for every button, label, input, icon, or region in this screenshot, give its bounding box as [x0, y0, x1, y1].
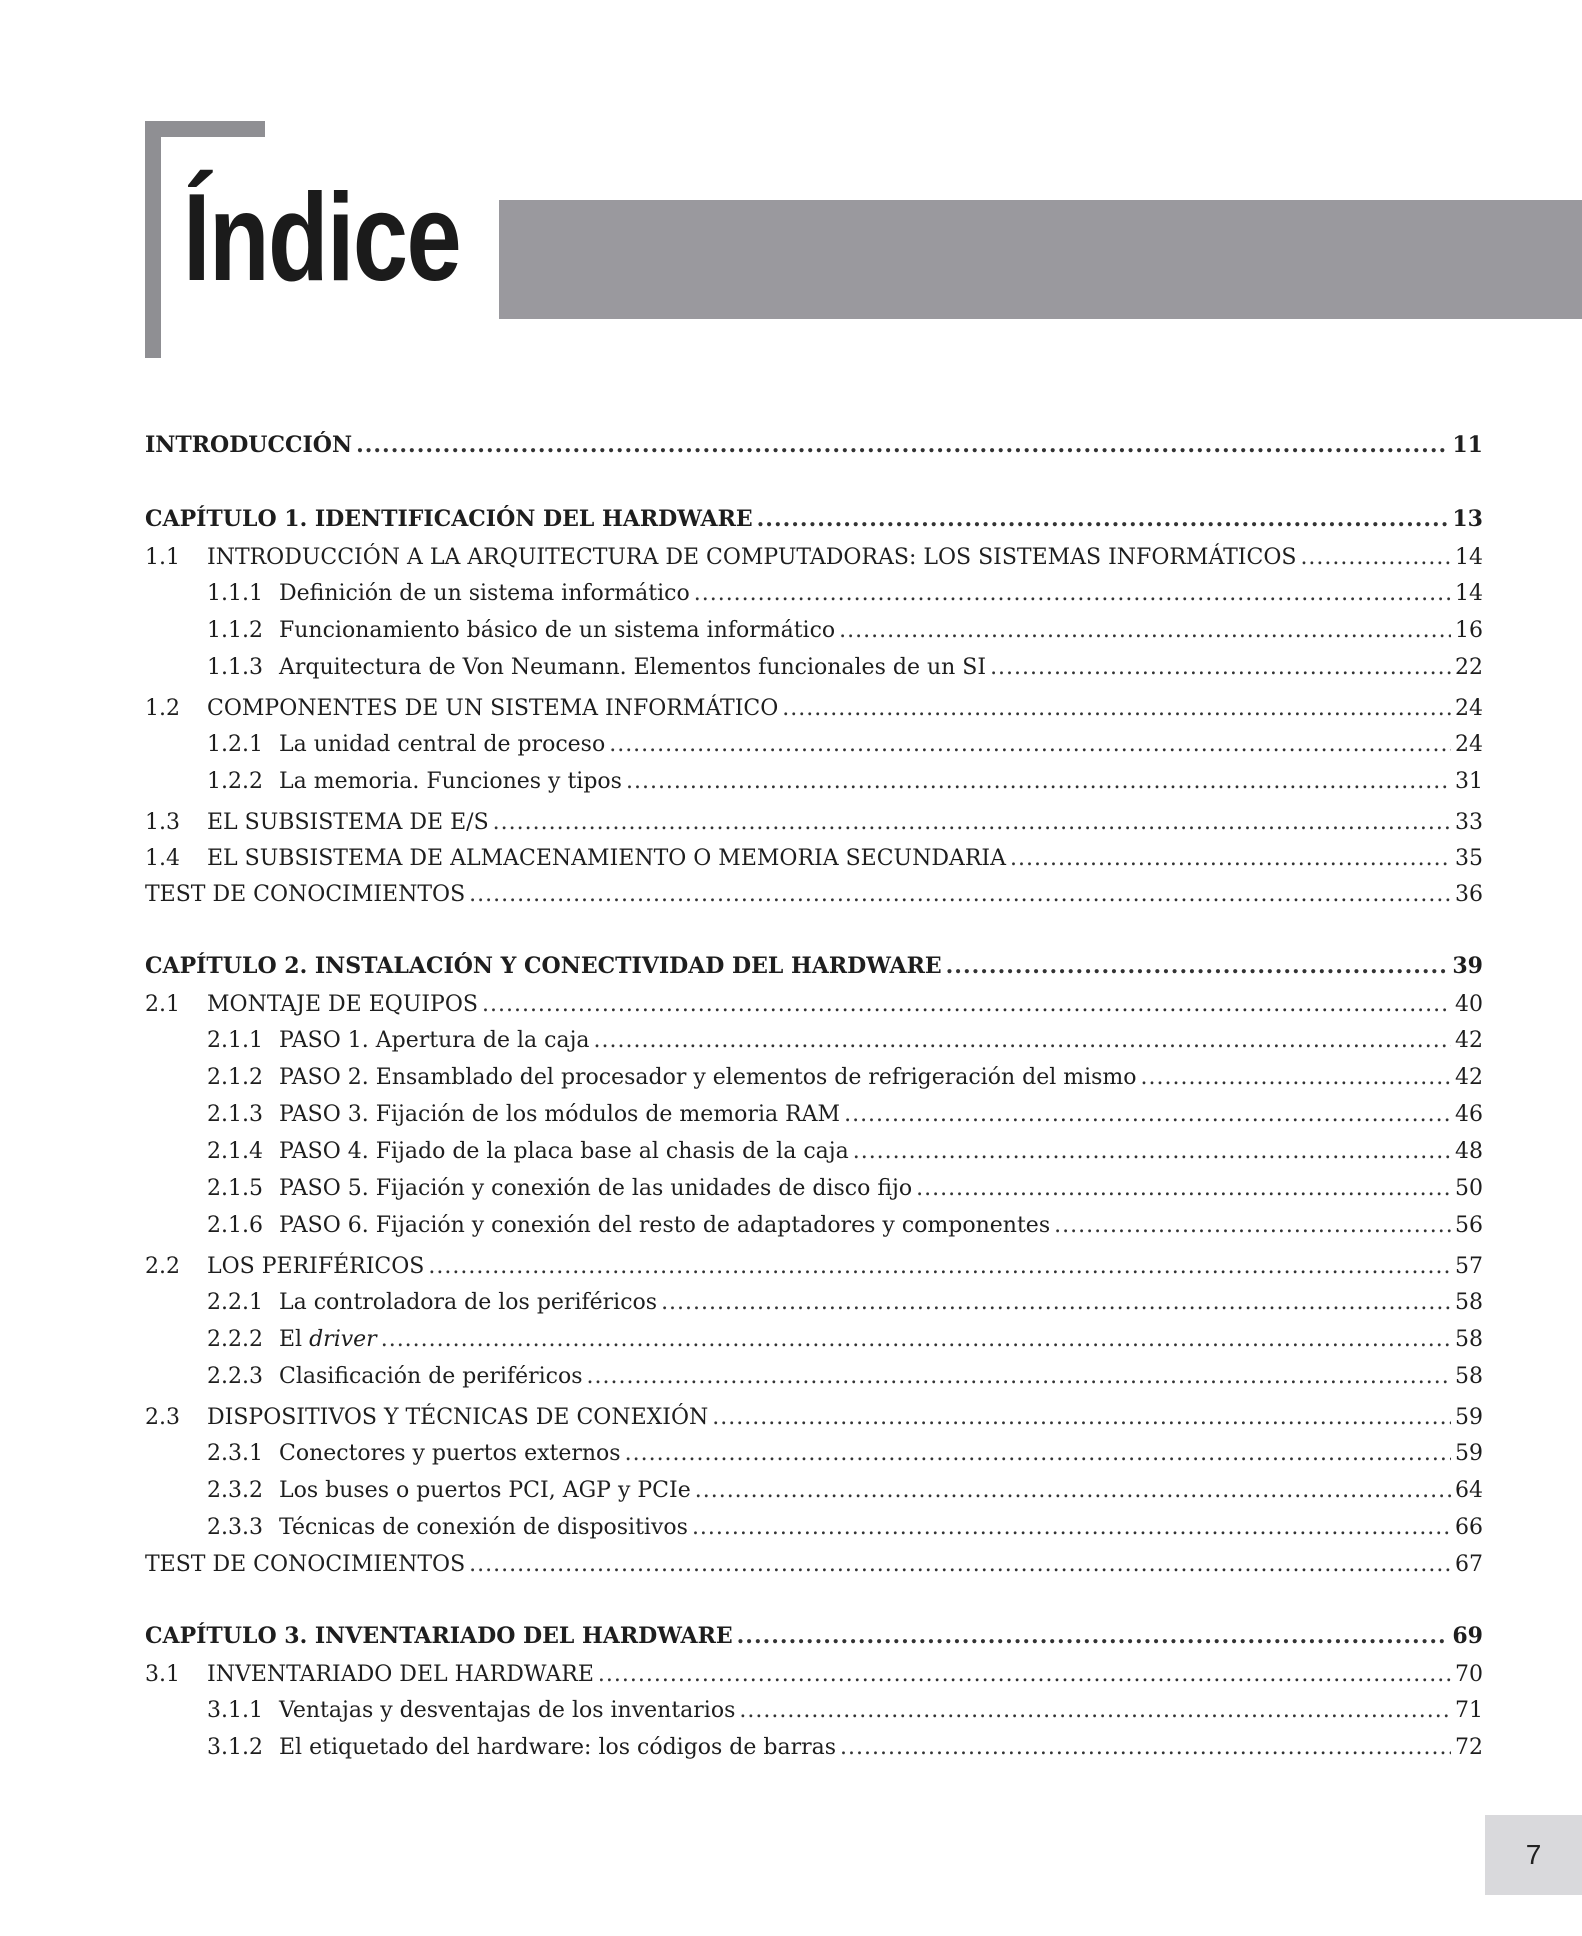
title-band — [499, 200, 1582, 319]
toc-entry-label-prefix: El — [279, 1327, 310, 1352]
toc-entry-number: 3.1.1 — [207, 1698, 263, 1723]
toc-entry-label: El etiquetado del hardware: los códigos de barras — [279, 1735, 837, 1760]
toc-section-entry[interactable] — [145, 539, 1483, 575]
dot-leader — [482, 986, 1451, 1023]
toc-entry-label: EL SUBSISTEMA DE ALMACENAMIENTO O MEMORIA SECUNDARIA — [207, 846, 1007, 871]
toc-entry-number: 1.1 — [145, 545, 180, 570]
toc-entry-label: CAPÍTULO 1. IDENTIFICACIÓN DEL HARDWARE — [145, 506, 753, 532]
toc-entry-page: 58 — [1455, 1327, 1483, 1352]
toc-subsection-entry[interactable] — [145, 1133, 1483, 1170]
toc-subsection-entry[interactable] — [145, 649, 1483, 686]
toc-entry-label: TEST DE CONOCIMIENTOS — [145, 1552, 466, 1577]
toc-section-entry[interactable] — [145, 986, 1483, 1022]
toc-entry-label: TEST DE CONOCIMIENTOS — [145, 882, 466, 907]
toc-entry-label: La controladora de los periféricos — [279, 1290, 658, 1315]
dot-leader — [469, 1546, 1451, 1583]
toc-entry-number: 2.1.4 — [207, 1139, 263, 1164]
page-number: 7 — [1485, 1815, 1582, 1895]
toc-subsection-entry[interactable] — [145, 763, 1483, 800]
dot-leader — [598, 1656, 1451, 1693]
toc-entry-number: 1.2.2 — [207, 769, 263, 794]
toc-entry-page: 42 — [1455, 1028, 1483, 1053]
toc-entry-label: PASO 4. Fijado de la placa base al chasis de la caja — [279, 1139, 849, 1164]
toc-entry-page: 70 — [1455, 1662, 1483, 1687]
toc-chapter-entry[interactable] — [145, 948, 1483, 986]
toc-subsection-entry[interactable] — [145, 1472, 1483, 1509]
toc-section-entry[interactable] — [145, 1399, 1483, 1435]
toc-entry-page: 50 — [1455, 1176, 1483, 1201]
toc-entry-label: EL SUBSISTEMA DE E/S — [207, 810, 489, 835]
toc-entry-label-italic: driver — [309, 1327, 377, 1352]
toc-entry-label: PASO 3. Fijación de los módulos de memoria RAM — [279, 1102, 841, 1127]
toc-chapter-entry[interactable] — [145, 501, 1483, 539]
toc-subsection-entry[interactable] — [145, 1321, 1483, 1358]
dot-leader — [694, 575, 1451, 612]
toc-subsection-entry[interactable] — [145, 1170, 1483, 1207]
toc-entry-number: 2.1.1 — [207, 1028, 263, 1053]
toc-entry-label: PASO 2. Ensamblado del procesador y elementos de refrigeración del mismo — [279, 1065, 1137, 1090]
toc-entry-number: 3.1.2 — [207, 1735, 263, 1760]
toc-subsection-entry[interactable] — [145, 1358, 1483, 1395]
dot-leader — [840, 1729, 1451, 1766]
dot-leader — [990, 649, 1451, 686]
toc-entry-page: 59 — [1455, 1405, 1483, 1430]
toc-entry-label — [279, 1321, 377, 1358]
dot-leader — [1141, 1059, 1451, 1096]
toc-subsection-entry[interactable] — [145, 1509, 1483, 1546]
toc-entry-page: 58 — [1455, 1364, 1483, 1389]
toc-entry-page: 46 — [1455, 1102, 1483, 1127]
toc-entry-page: 13 — [1452, 506, 1483, 532]
dot-leader — [737, 1618, 1449, 1655]
toc-entry-label: Arquitectura de Von Neumann. Elementos funcionales de un SI — [279, 655, 987, 680]
toc-entry-number: 1.2.1 — [207, 732, 263, 757]
table-of-contents — [145, 427, 1483, 1766]
toc-entry-page: 71 — [1455, 1698, 1483, 1723]
dot-leader — [469, 876, 1451, 913]
toc-subsection-entry[interactable] — [145, 1692, 1483, 1729]
toc-entry-page: 33 — [1455, 810, 1483, 835]
toc-entry-number: 1.1.2 — [207, 618, 263, 643]
toc-subsection-entry[interactable] — [145, 612, 1483, 649]
toc-subsection-entry[interactable] — [145, 1059, 1483, 1096]
toc-entry-page: 57 — [1455, 1254, 1483, 1279]
toc-entry-number: 2.2.2 — [207, 1327, 263, 1352]
toc-entry-page: 39 — [1452, 953, 1483, 979]
toc-entry-label: INTRODUCCIÓN A LA ARQUITECTURA DE COMPUTADORAS: LOS SISTEMAS INFORMÁTICOS — [207, 545, 1297, 570]
toc-entry-number: 2.1.5 — [207, 1176, 263, 1201]
page-title: Índice — [183, 169, 461, 307]
toc-entry-page: 48 — [1455, 1139, 1483, 1164]
toc-entry-page: 11 — [1452, 432, 1483, 458]
toc-section-entry[interactable] — [145, 690, 1483, 726]
dot-leader — [1300, 539, 1451, 576]
toc-section-entry[interactable] — [145, 1248, 1483, 1284]
toc-entry-number: 2.2.3 — [207, 1364, 263, 1389]
toc-entry-label: Técnicas de conexión de dispositivos — [279, 1515, 688, 1540]
toc-entry-page: 64 — [1455, 1478, 1483, 1503]
dot-leader — [428, 1248, 1451, 1285]
toc-entry-label: Clasificación de periféricos — [279, 1364, 583, 1389]
toc-entry-page: 59 — [1455, 1441, 1483, 1466]
dot-leader — [661, 1284, 1451, 1321]
dot-leader — [853, 1133, 1451, 1170]
dot-leader — [695, 1472, 1451, 1509]
toc-entry-number: 2.1.2 — [207, 1065, 263, 1090]
toc-entry-label: La memoria. Funciones y tipos — [279, 769, 622, 794]
dot-leader — [356, 427, 1448, 464]
dot-leader — [739, 1692, 1451, 1729]
dot-leader — [1054, 1207, 1451, 1244]
toc-subsection-entry[interactable] — [145, 1435, 1483, 1472]
toc-entry-page: 35 — [1455, 846, 1483, 871]
dot-leader — [625, 1435, 1451, 1472]
toc-entry-page: 14 — [1455, 545, 1483, 570]
toc-entry-page: 40 — [1455, 992, 1483, 1017]
toc-entry-page: 66 — [1455, 1515, 1483, 1540]
toc-entry-label: MONTAJE DE EQUIPOS — [207, 992, 478, 1017]
dot-leader — [844, 1096, 1451, 1133]
toc-entry-page: 67 — [1455, 1552, 1483, 1577]
toc-entry-number: 1.1.1 — [207, 581, 263, 606]
dot-leader — [493, 804, 1451, 841]
toc-test-entry[interactable] — [145, 1546, 1483, 1582]
dot-leader — [587, 1358, 1451, 1395]
toc-entry-number: 1.2 — [145, 696, 180, 721]
toc-entry-label: La unidad central de proceso — [279, 732, 606, 757]
dot-leader — [916, 1170, 1451, 1207]
dot-leader — [692, 1509, 1451, 1546]
toc-entry-number: 1.4 — [145, 846, 180, 871]
toc-entry-number: 3.1 — [145, 1662, 180, 1687]
dot-leader — [381, 1321, 1451, 1358]
dot-leader — [946, 948, 1449, 985]
toc-chapter-entry[interactable] — [145, 1618, 1483, 1656]
toc-entry-label: Conectores y puertos externos — [279, 1441, 621, 1466]
toc-subsection-entry[interactable] — [145, 726, 1483, 763]
dot-leader — [594, 1022, 1451, 1059]
toc-entry-label: PASO 5. Fijación y conexión de las unidades de disco fijo — [279, 1176, 913, 1201]
toc-entry-number: 2.3.1 — [207, 1441, 263, 1466]
toc-section-entry[interactable] — [145, 840, 1483, 876]
toc-entry-page: 14 — [1455, 581, 1483, 606]
toc-subsection-entry[interactable] — [145, 1729, 1483, 1766]
toc-entry-page: 16 — [1455, 618, 1483, 643]
toc-section-entry[interactable] — [145, 804, 1483, 840]
toc-entry-label: LOS PERIFÉRICOS — [207, 1254, 425, 1279]
toc-entry-page: 36 — [1455, 882, 1483, 907]
toc-entry-number: 2.2.1 — [207, 1290, 263, 1315]
dot-leader — [1010, 840, 1451, 877]
toc-entry-label: PASO 1. Apertura de la caja — [279, 1028, 590, 1053]
toc-entry-page: 58 — [1455, 1290, 1483, 1315]
toc-entry-number: 2.2 — [145, 1254, 180, 1279]
toc-entry-number: 2.3.2 — [207, 1478, 263, 1503]
dot-leader — [782, 690, 1451, 727]
toc-entry-label: Ventajas y desventajas de los inventarios — [279, 1698, 736, 1723]
toc-test-entry[interactable] — [145, 876, 1483, 912]
toc-entry-label: Los buses o puertos PCI, AGP y PCIe — [279, 1478, 691, 1503]
toc-subsection-entry[interactable] — [145, 1207, 1483, 1244]
dot-leader — [626, 763, 1451, 800]
toc-entry-label: CAPÍTULO 2. INSTALACIÓN Y CONECTIVIDAD DEL HARDWARE — [145, 953, 942, 979]
toc-entry-page: 69 — [1452, 1623, 1483, 1649]
toc-subsection-entry[interactable] — [145, 1096, 1483, 1133]
toc-chapter-entry[interactable] — [145, 427, 1483, 465]
toc-entry-number: 2.1.3 — [207, 1102, 263, 1127]
dot-leader — [757, 501, 1449, 538]
dot-leader — [839, 612, 1451, 649]
toc-entry-number: 2.3.3 — [207, 1515, 263, 1540]
toc-entry-number: 2.1 — [145, 992, 180, 1017]
toc-entry-label: INTRODUCCIÓN — [145, 432, 353, 458]
toc-entry-page: 24 — [1455, 732, 1483, 757]
toc-entry-label: PASO 6. Fijación y conexión del resto de adaptadores y componentes — [279, 1213, 1051, 1238]
dot-leader — [712, 1399, 1451, 1436]
toc-entry-page: 22 — [1455, 655, 1483, 680]
dot-leader — [609, 726, 1451, 763]
toc-entry-label: INVENTARIADO DEL HARDWARE — [207, 1662, 594, 1687]
toc-entry-label: Definición de un sistema informático — [279, 581, 690, 606]
toc-entry-number: 1.1.3 — [207, 655, 263, 680]
toc-entry-label: Funcionamiento básico de un sistema informático — [279, 618, 836, 643]
toc-entry-page: 42 — [1455, 1065, 1483, 1090]
toc-entry-number: 2.1.6 — [207, 1213, 263, 1238]
toc-subsection-entry[interactable] — [145, 1022, 1483, 1059]
toc-entry-label: CAPÍTULO 3. INVENTARIADO DEL HARDWARE — [145, 1623, 733, 1649]
toc-entry-number: 1.3 — [145, 810, 180, 835]
title-bracket-horizontal — [145, 121, 265, 137]
toc-entry-label: COMPONENTES DE UN SISTEMA INFORMÁTICO — [207, 696, 779, 721]
toc-section-entry[interactable] — [145, 1656, 1483, 1692]
toc-entry-label: DISPOSITIVOS Y TÉCNICAS DE CONEXIÓN — [207, 1405, 709, 1430]
toc-entry-page: 56 — [1455, 1213, 1483, 1238]
toc-subsection-entry[interactable] — [145, 575, 1483, 612]
toc-entry-page: 24 — [1455, 696, 1483, 721]
title-bracket-vertical — [145, 121, 161, 358]
toc-subsection-entry[interactable] — [145, 1284, 1483, 1321]
toc-entry-number: 2.3 — [145, 1405, 180, 1430]
toc-entry-page: 72 — [1455, 1735, 1483, 1760]
toc-entry-page: 31 — [1455, 769, 1483, 794]
